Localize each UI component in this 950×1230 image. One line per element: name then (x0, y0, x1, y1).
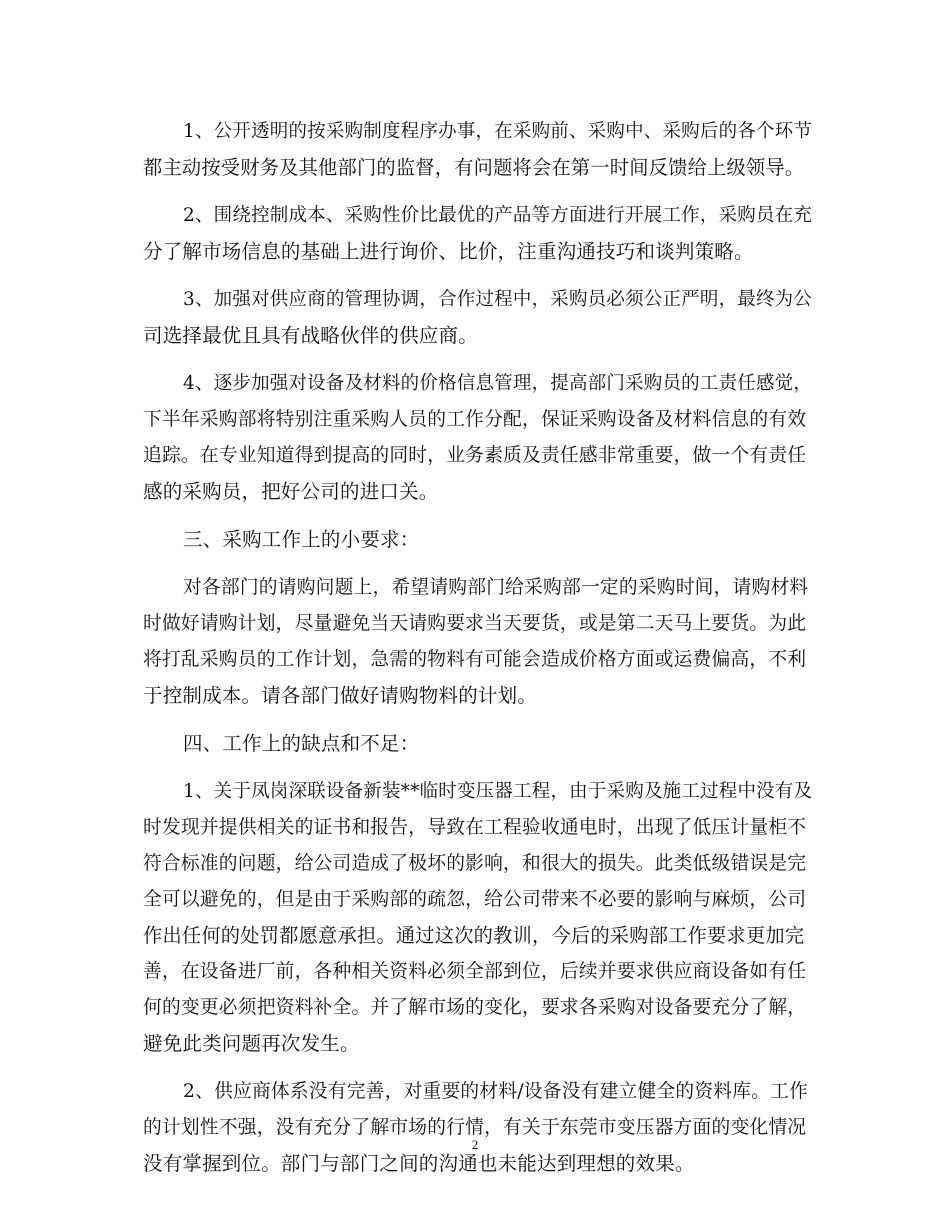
text-line: 感的采购员，把好公司的进口关。 (143, 480, 439, 503)
text-line: 避免此类问题再次发生。 (143, 1032, 360, 1055)
text-line: 符合标准的问题，给公司造成了极坏的影响，和很大的损失。此类低级错误是完 (143, 853, 807, 874)
section-heading: 三、采购工作上的小要求： (183, 528, 420, 551)
text-line: 善，在设备进厂前，各种相关资料必须全部到位，后续并要求供应商设备如有任 (143, 961, 807, 982)
text-line: 于控制成本。请各部门做好请购物料的计划。 (143, 684, 538, 707)
text-line: 1、公开透明的按采购制度程序办事，在采购前、采购中、采购后的各个环节 (183, 121, 813, 142)
section-heading: 四、工作上的缺点和不足： (183, 732, 420, 755)
text-line: 2、围绕控制成本、采购性价比最优的产品等方面进行开展工作，采购员在充 (183, 205, 813, 226)
text-line: 全可以避免的，但是由于采购部的疏忽，给公司带来不必要的影响与麻烦，公司 (143, 889, 807, 910)
text-line: 没有掌握到位。部门与部门之间的沟通也未能达到理想的效果。 (143, 1152, 695, 1175)
text-line: 4、逐步加强对设备及材料的价格信息管理，提高部门采购员的工责任感觉， (183, 373, 813, 394)
text-line: 都主动按受财务及其他部门的监督，有问题将会在第一时间反馈给上级领导。 (143, 156, 805, 179)
text-line: 何的变更必须把资料补全。并了解市场的变化，要求各采购对设备要充分了解， (143, 997, 807, 1018)
text-line: 追踪。在专业知道得到提高的同时，业务素质及责任感非常重要，做一个有责任 (143, 445, 807, 466)
text-line: 2、供应商体系没有完善，对重要的材料/设备没有建立健全的资料库。工作 (183, 1081, 809, 1102)
text-line: 司选择最优且具有战略伙伴的供应商。 (143, 324, 478, 347)
text-line: 分了解市场信息的基础上进行询价、比价，注重沟通技巧和谈判策略。 (143, 240, 754, 263)
text-line: 的计划性不强，没有充分了解市场的行情，有关于东莞市变压器方面的变化情况 (143, 1117, 807, 1138)
text-line: 时做好请购计划，尽量避免当天请购要求当天要货，或是第二天马上要货。为此 (143, 613, 807, 634)
text-line: 下半年采购部将特别注重采购人员的工作分配，保证采购设备及材料信息的有效 (143, 409, 807, 430)
page-number: 2 (471, 1137, 479, 1152)
text-line: 作出任何的处罚都愿意承担。通过这次的教训，今后的采购部工作要求更加完 (143, 924, 805, 947)
text-line: 时发现并提供相关的证书和报告，导致在工程验收通电时，出现了低压计量柜不 (143, 817, 807, 838)
text-line: 3、加强对供应商的管理协调，合作过程中，采购员必须公正严明，最终为公 (183, 289, 813, 310)
text-line: 1、关于凤岗深联设备新装**临时变压器工程，由于采购及施工过程中没有及 (183, 781, 813, 802)
text-line: 将打乱采购员的工作计划，急需的物料有可能会造成价格方面或运费偏高，不利 (143, 649, 807, 670)
text-line: 对各部门的请购问题上，希望请购部门给采购部一定的采购时间，请购材料 (183, 577, 809, 598)
